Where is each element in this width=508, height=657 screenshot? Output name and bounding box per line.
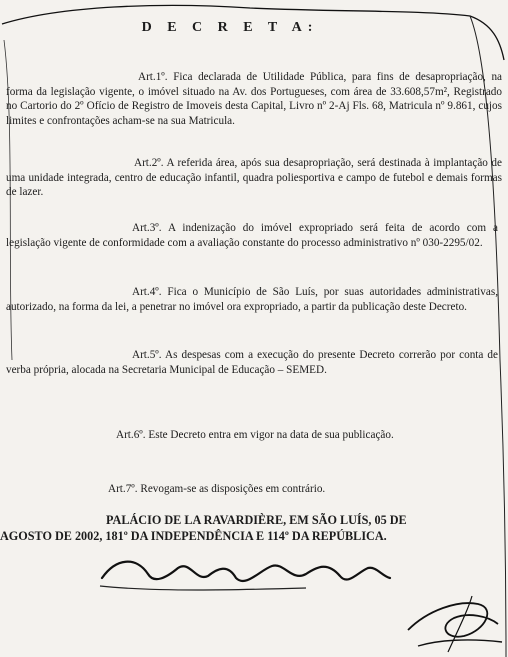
closing-line-1: PALÁCIO DE LA RAVARDIÈRE, EM SÃO LUÍS, 05 DE bbox=[106, 513, 407, 527]
article-1 bbox=[6, 70, 502, 128]
article-3 bbox=[6, 221, 498, 250]
article-2-text: A referida área, após sua desapropriação, será destinada à implantação de uma unidade integrada, centro de educação infantil, quadra poliesportiva e campo de futebol e demais formas de lazer. bbox=[6, 157, 502, 199]
article-6-text: Este Decreto entra em vigor na data de sua publicação. bbox=[148, 429, 394, 441]
article-3-text: A indenização do imóvel expropriado será feita de acordo com a legislação vigente de conformidade com a avaliação constante do processo administrativo nº 030-2295/02. bbox=[6, 222, 498, 249]
article-7-text: Revogam-se as disposições em contrário. bbox=[140, 483, 326, 495]
article-4-text: Fica o Município de São Luís, por suas autoridades administrativas, autorizado, na forma da lei, a penetrar no imóvel ora expropriado, a partir da publicação deste Decreto. bbox=[6, 286, 498, 313]
article-5-text: As despesas com a execução do presente Decreto correrão por conta de verba própria, alocada na Secretaria Municipal de Educação – SEMED. bbox=[6, 349, 498, 376]
article-1-text: Fica declarada de Utilidade Pública, para fins de desapropriação, na forma da legislação vigente, o imóvel situado na Av. dos Portugueses, com área de 33.608,57m², Registrado no Cartorio do 2º Ofício de Registro de Imoveis desta Capital, Livro nº 2-Aj Fls. 68, Matricula nº 9.861, cujos limites e confrontações acham-se na sua Matricula. bbox=[6, 71, 503, 127]
article-6 bbox=[2, 428, 494, 443]
mayor-signature bbox=[96, 548, 396, 598]
closing-line-2: AGOSTO DE 2002, 181º DA INDEPENDÊNCIA E 114º DA REPÚBLICA. bbox=[0, 529, 387, 543]
article-1-label: Art.1º. bbox=[138, 71, 168, 83]
article-7-label: Art.7º. bbox=[108, 483, 138, 495]
article-5 bbox=[6, 348, 498, 377]
article-7 bbox=[108, 482, 508, 497]
article-6-label: Art.6º. bbox=[116, 429, 146, 441]
decree-heading: D E C R E T A: bbox=[141, 20, 319, 35]
article-2 bbox=[6, 156, 502, 200]
article-2-label: Art.2º. bbox=[134, 157, 164, 169]
article-4 bbox=[6, 285, 498, 314]
secondary-signature bbox=[398, 590, 508, 656]
article-4-label: Art.4º. bbox=[132, 286, 162, 298]
article-5-label: Art.5º. bbox=[132, 349, 162, 361]
article-3-label: Art.3º. bbox=[132, 222, 162, 234]
